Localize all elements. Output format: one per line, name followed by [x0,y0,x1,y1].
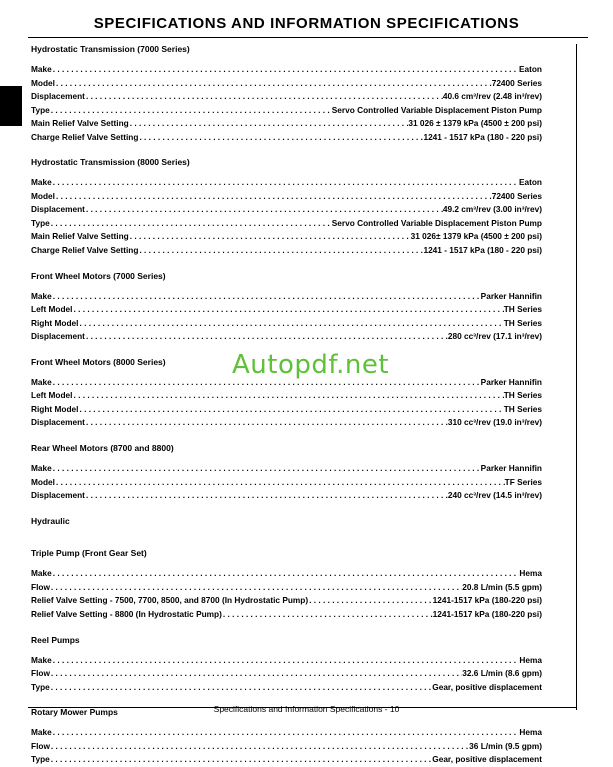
spec-section [31,43,542,144]
spec-value: 1241-1517 kPa (180-220 psi) [432,608,542,619]
spec-value: TH Series [503,390,542,401]
spec-label: Displacement [31,331,85,342]
spec-label: Make [31,654,52,665]
spec-label: Type [31,104,50,115]
spec-row [31,190,542,204]
dot-leader [50,581,462,595]
section-gap [31,430,542,442]
spec-content [31,43,542,767]
spec-row [31,416,542,430]
dot-leader [78,317,503,331]
spec-row [31,489,542,503]
spec-label: Displacement [31,417,85,428]
page-title: SPECIFICATIONS AND INFORMATION SPECIFICATIONS [93,15,520,32]
section-gap [31,257,542,269]
spec-label: Make [31,64,52,74]
dot-leader [85,203,443,217]
spec-value: 72400 Series [491,77,542,88]
spec-label: Flow [31,740,50,751]
spec-label: Left Model [31,304,73,315]
dot-leader [138,244,423,258]
spec-label: Main Relief Valve Setting [31,231,129,242]
spec-value: Gear, positive displacement [432,681,542,692]
spec-row [31,594,542,608]
spec-value: 1241 - 1517 kPa (180 - 220 psi) [423,244,542,255]
spec-value: Hema [519,727,542,738]
spec-row [31,217,542,231]
dot-leader [52,290,481,304]
spec-value: 20.8 L/min (5.5 gpm) [462,581,542,592]
spec-row [31,244,542,258]
spec-label: Make [31,727,52,738]
dot-leader [52,176,519,190]
dot-leader [85,416,448,430]
dot-leader [85,90,443,104]
dot-leader [50,667,462,681]
spec-label: Right Model [31,317,79,328]
spec-row [31,740,542,754]
spec-label: Displacement [31,204,85,215]
spec-row [31,117,542,131]
spec-row [31,203,542,217]
spec-value: Hema [519,654,542,665]
section-tab-marker [0,86,22,126]
spec-section [31,442,542,503]
spec-row [31,317,542,331]
spec-section [31,547,542,621]
spec-row [31,667,542,681]
spec-row [31,462,542,476]
spec-row [31,90,542,104]
right-margin-rule [576,44,577,710]
spec-row [31,681,542,695]
spec-value: Eaton [518,177,542,188]
spec-row [31,63,542,77]
section-title: Hydrostatic Transmission (8000 Series) [31,157,190,168]
spec-label: Model [31,190,55,201]
spec-label: Type [31,754,50,765]
page-footer: Specifications and Information Specifications - 10 [213,704,400,714]
spec-section [31,634,542,695]
dot-leader [55,476,505,490]
dot-leader [52,654,520,668]
spec-label: Make [31,376,52,387]
spec-label: Make [31,177,52,188]
dot-leader [52,567,520,581]
spec-value: Parker Hannifin [480,290,542,301]
spec-label: Charge Relief Valve Setting [31,131,139,142]
dot-leader [85,489,448,503]
dot-leader [50,753,433,767]
spec-value: Gear, positive displacement [432,754,542,765]
dot-leader [50,104,332,118]
dot-leader [129,117,409,131]
dot-leader [52,462,481,476]
dot-leader [50,217,332,231]
spec-label: Make [31,463,52,474]
dot-leader [55,190,492,204]
spec-row [31,104,542,118]
section-gap [31,144,542,156]
spec-label: Make [31,290,52,301]
spec-label: Relief Valve Setting - 8800 (In Hydrostatic Pump) [31,608,222,619]
spec-label: Flow [31,581,50,592]
spec-value: 310 cc³/rev (19.0 in³/rev) [447,417,542,428]
section-gap [31,503,542,515]
spec-value: 32.6 L/min (8.6 gpm) [462,668,542,679]
spec-value: 280 cc³/rev (17.1 in³/rev) [447,331,542,342]
spec-section [31,515,542,529]
spec-label: Displacement [31,91,85,101]
section-title: Rotary Mower Pumps [31,707,118,718]
spec-section [31,156,542,257]
spec-value: 1241 - 1517 kPa (180 - 220 psi) [423,131,542,142]
spec-section [31,706,542,767]
spec-value: Servo Controlled Variable Displacement Piston Pump [331,217,542,228]
dot-leader [138,131,423,145]
spec-label: Displacement [31,490,85,501]
spec-value: 49.2 cm³/rev (3.00 in³/rev) [442,204,542,215]
spec-label: Right Model [31,403,79,414]
spec-row [31,176,542,190]
spec-row [31,131,542,145]
spec-label: Type [31,217,50,228]
spec-row [31,389,542,403]
dot-leader [50,681,433,695]
spec-value: Hema [519,568,542,579]
spec-row [31,330,542,344]
spec-value: 240 cc³/rev (14.5 in³/rev) [447,490,542,501]
spec-value: Servo Controlled Variable Displacement Piston Pump [331,104,542,115]
spec-row [31,303,542,317]
spec-row [31,608,542,622]
spec-value: TF Series [504,476,542,487]
spec-value: TH Series [503,304,542,315]
section-title: Rear Wheel Motors (8700 and 8800) [31,443,174,454]
dot-leader [72,389,503,403]
spec-label: Type [31,681,50,692]
spec-value: 72400 Series [491,190,542,201]
dot-leader [78,403,503,417]
spec-row [31,290,542,304]
spec-row [31,753,542,767]
section-title: Hydraulic [31,515,70,526]
spec-section [31,270,542,344]
spec-row [31,581,542,595]
spec-value: Eaton [518,64,542,74]
spec-value: 31 026 ± 1379 kPa (4500 ± 200 psi) [408,118,542,128]
spec-label: Relief Valve Setting - 7500, 7700, 8500, and 8700 (In Hydrostatic Pump) [31,595,309,606]
spec-label: Model [31,77,55,88]
spec-label: Charge Relief Valve Setting [31,244,139,255]
spec-label: Model [31,476,55,487]
title-divider [28,37,588,38]
spec-row [31,403,542,417]
spec-row [31,654,542,668]
dot-leader [129,230,411,244]
dot-leader [85,330,448,344]
spec-row [31,230,542,244]
section-title: Front Wheel Motors (8000 Series) [31,356,166,367]
section-title: Triple Pump (Front Gear Set) [31,548,147,559]
spec-label: Flow [31,668,50,679]
spec-label: Make [31,568,52,579]
spec-value: 1241-1517 kPa (180-220 psi) [432,595,542,606]
section-title: Hydrostatic Transmission (7000 Series) [31,44,190,54]
section-gap [31,535,542,547]
spec-value: TH Series [503,403,542,414]
dot-leader [72,303,503,317]
dot-leader [55,77,492,91]
watermark: Autopdf.net [232,350,390,380]
spec-value: 36 L/min (9.5 gpm) [469,740,542,751]
dot-leader [222,608,433,622]
spec-value: 40.6 cm³/rev (2.48 in³/rev) [442,91,542,101]
section-title: Reel Pumps [31,634,80,645]
section-title: Front Wheel Motors (7000 Series) [31,270,166,281]
spec-row [31,476,542,490]
spec-row [31,77,542,91]
spec-label: Left Model [31,390,73,401]
spec-row [31,726,542,740]
spec-value: Parker Hannifin [480,376,542,387]
spec-value: 31 026± 1379 kPa (4500 ± 200 psi) [410,231,542,242]
dot-leader [50,740,469,754]
spec-value: Parker Hannifin [480,463,542,474]
spec-value: TH Series [503,317,542,328]
dot-leader [52,63,519,77]
dot-leader [52,726,520,740]
section-gap [31,621,542,633]
spec-row [31,567,542,581]
spec-label: Main Relief Valve Setting [31,118,129,128]
dot-leader [308,594,433,608]
